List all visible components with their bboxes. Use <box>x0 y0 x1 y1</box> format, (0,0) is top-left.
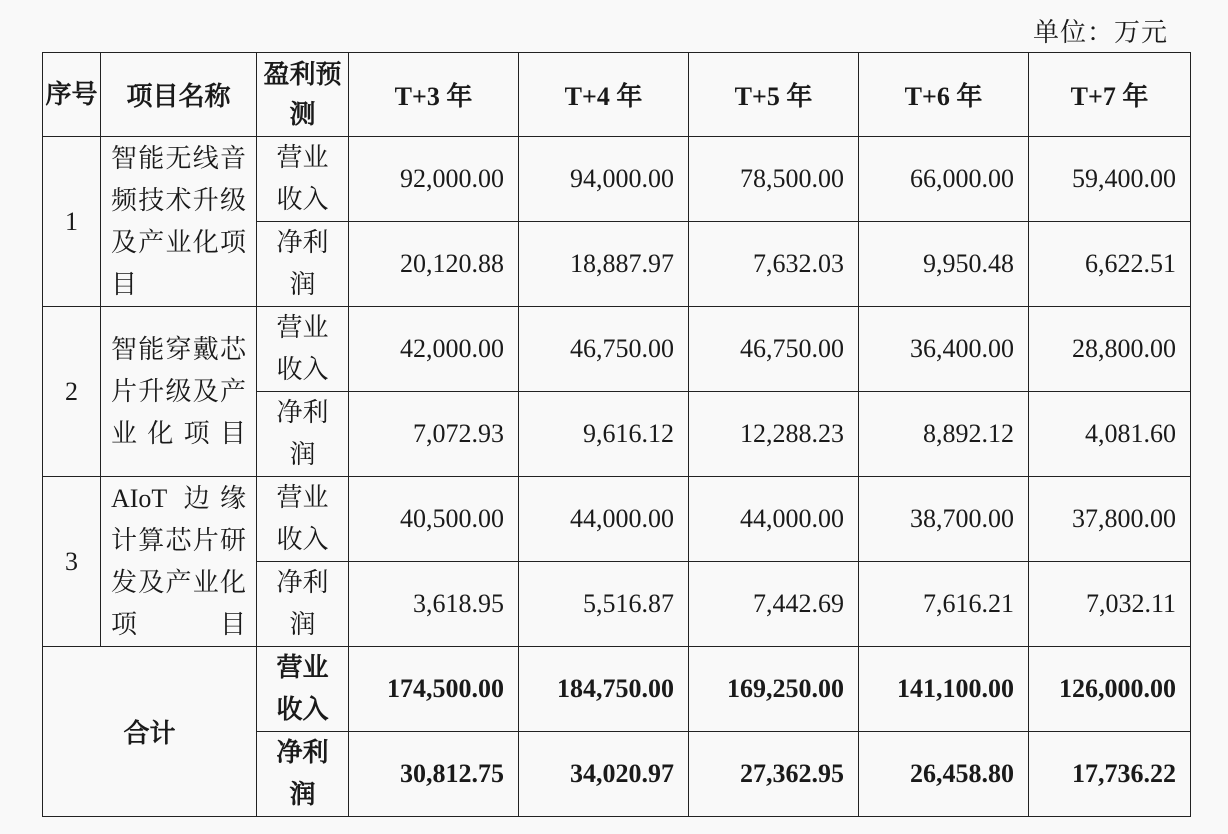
table-row <box>43 307 1191 392</box>
table-row <box>43 477 1191 562</box>
value-cell: 5,516.87 <box>519 562 689 647</box>
project-name: AIoT 边缘计算芯片研发及产业化项目 <box>101 477 257 647</box>
value-cell: 7,072.93 <box>349 392 519 477</box>
header-year-t7: T+7 年 <box>1029 53 1191 137</box>
value-cell: 92,000.00 <box>349 137 519 222</box>
total-label: 合计 <box>43 647 257 817</box>
header-forecast: 盈利预测 <box>257 53 349 137</box>
value-cell: 44,000.00 <box>689 477 859 562</box>
value-cell: 40,500.00 <box>349 477 519 562</box>
row-seq: 2 <box>43 307 101 477</box>
value-cell: 4,081.60 <box>1029 392 1191 477</box>
header-row <box>43 53 1191 137</box>
value-cell: 8,892.12 <box>859 392 1029 477</box>
value-cell: 66,000.00 <box>859 137 1029 222</box>
metric-label: 净利润 <box>257 562 349 647</box>
unit-label: 单位：万元 <box>1032 18 1168 47</box>
value-cell: 36,400.00 <box>859 307 1029 392</box>
metric-label: 营业收入 <box>257 647 349 732</box>
total-value-cell: 126,000.00 <box>1029 647 1191 732</box>
value-cell: 9,616.12 <box>519 392 689 477</box>
total-value-cell: 169,250.00 <box>689 647 859 732</box>
value-cell: 44,000.00 <box>519 477 689 562</box>
value-cell: 6,622.51 <box>1029 222 1191 307</box>
row-seq: 3 <box>43 477 101 647</box>
value-cell: 7,442.69 <box>689 562 859 647</box>
value-cell: 46,750.00 <box>519 307 689 392</box>
value-cell: 3,618.95 <box>349 562 519 647</box>
value-cell: 78,500.00 <box>689 137 859 222</box>
value-cell: 12,288.23 <box>689 392 859 477</box>
header-year-t6: T+6 年 <box>859 53 1029 137</box>
metric-label: 营业收入 <box>257 137 349 222</box>
total-value-cell: 26,458.80 <box>859 732 1029 817</box>
value-cell: 94,000.00 <box>519 137 689 222</box>
total-value-cell: 30,812.75 <box>349 732 519 817</box>
header-year-t3: T+3 年 <box>349 53 519 137</box>
total-value-cell: 174,500.00 <box>349 647 519 732</box>
total-row <box>43 647 1191 732</box>
table-row <box>43 137 1191 222</box>
value-cell: 7,032.11 <box>1029 562 1191 647</box>
value-cell: 28,800.00 <box>1029 307 1191 392</box>
project-name: 智能无线音频技术升级及产业化项目 <box>101 137 257 307</box>
header-year-t4: T+4 年 <box>519 53 689 137</box>
project-name: 智能穿戴芯片升级及产业化项目 <box>101 307 257 477</box>
row-seq: 1 <box>43 137 101 307</box>
value-cell: 46,750.00 <box>689 307 859 392</box>
value-cell: 20,120.88 <box>349 222 519 307</box>
value-cell: 42,000.00 <box>349 307 519 392</box>
header-seq: 序号 <box>43 53 101 137</box>
metric-label: 净利润 <box>257 392 349 477</box>
total-value-cell: 17,736.22 <box>1029 732 1191 817</box>
total-value-cell: 141,100.00 <box>859 647 1029 732</box>
metric-label: 净利润 <box>257 732 349 817</box>
metric-label: 营业收入 <box>257 307 349 392</box>
total-value-cell: 184,750.00 <box>519 647 689 732</box>
value-cell: 7,632.03 <box>689 222 859 307</box>
header-year-t5: T+5 年 <box>689 53 859 137</box>
total-value-cell: 34,020.97 <box>519 732 689 817</box>
value-cell: 37,800.00 <box>1029 477 1191 562</box>
metric-label: 净利润 <box>257 222 349 307</box>
value-cell: 59,400.00 <box>1029 137 1191 222</box>
total-value-cell: 27,362.95 <box>689 732 859 817</box>
value-cell: 9,950.48 <box>859 222 1029 307</box>
profit-forecast-table <box>42 52 1191 817</box>
header-project: 项目名称 <box>101 53 257 137</box>
value-cell: 38,700.00 <box>859 477 1029 562</box>
metric-label: 营业收入 <box>257 477 349 562</box>
value-cell: 7,616.21 <box>859 562 1029 647</box>
value-cell: 18,887.97 <box>519 222 689 307</box>
